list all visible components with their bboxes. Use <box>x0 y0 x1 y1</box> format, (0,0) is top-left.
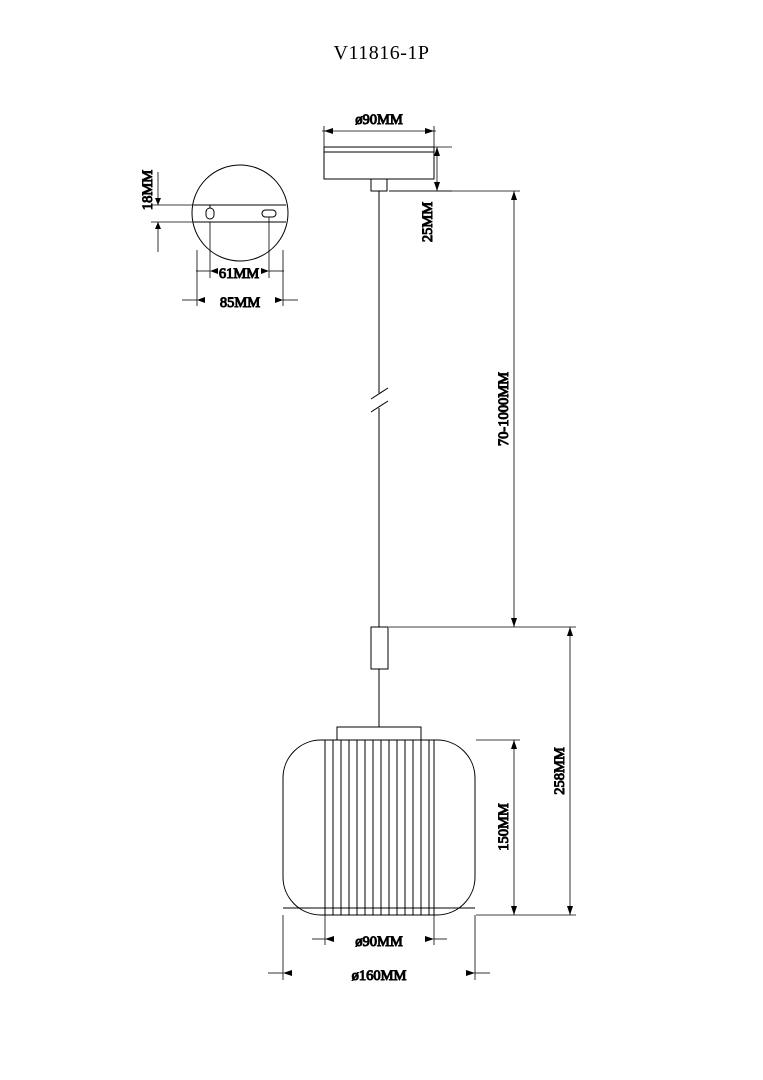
dimension-label-cord-length: 70-1000MM <box>496 371 512 447</box>
page-title: V11816-1P <box>333 42 430 64</box>
dimension-label-canopy-diameter: ø90MM <box>355 112 403 128</box>
dimension-label-shade-outer-diameter: ø160MM <box>351 968 407 984</box>
dimension-label-plate-thickness: 18MM <box>140 169 156 211</box>
dimension-label-total-height: 258MM <box>552 747 568 795</box>
shade-assembly <box>283 627 475 915</box>
dimension-plate-thickness <box>151 172 200 252</box>
dimension-canopy-diameter <box>322 126 436 147</box>
dimension-label-canopy-drop: 25MM <box>420 201 436 243</box>
mounting-plate-view <box>192 165 288 261</box>
dimension-canopy-drop <box>389 147 452 191</box>
dimension-cord-length <box>389 191 576 627</box>
canopy <box>324 147 434 627</box>
dimension-label-plate-diameter: 85MM <box>219 295 261 311</box>
dimension-label-shade-height: 150MM <box>496 803 512 851</box>
dimension-label-plate-hole-spacing: 61MM <box>218 266 260 282</box>
dimension-label-shade-inner-diameter: ø90MM <box>355 934 403 950</box>
